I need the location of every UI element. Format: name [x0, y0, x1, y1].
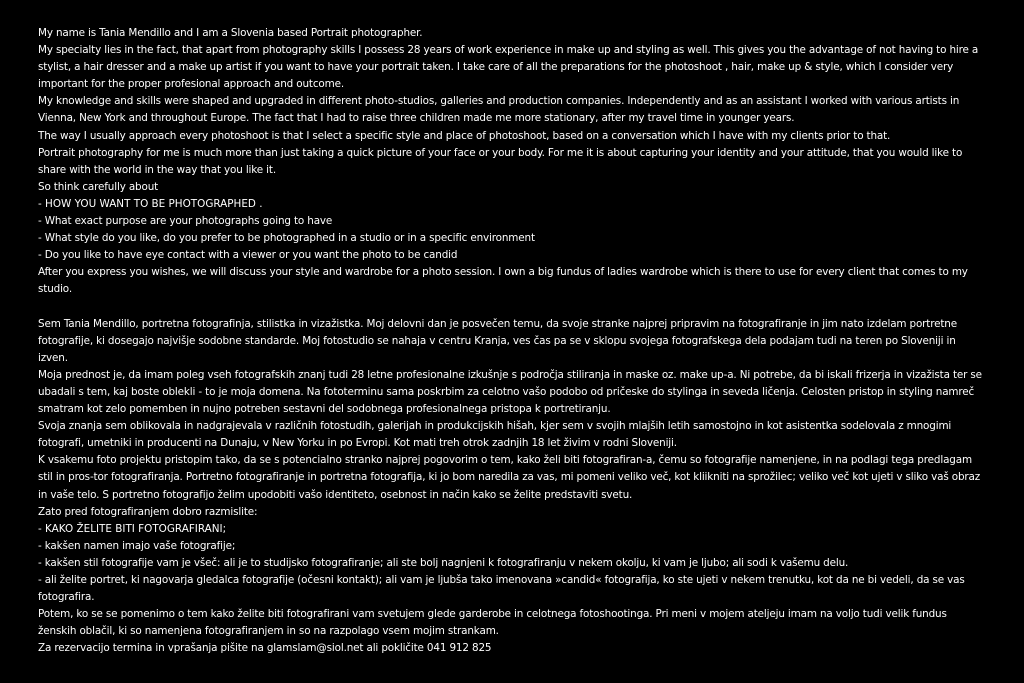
- bio-document: [38, 25, 986, 657]
- approach-paragraph: The way I usually approach every photoshoot is that I select a specific style and place of photoshoot, based on a conversation which I have with my clients prior to that.: [38, 129, 891, 142]
- section-spacer: [38, 299, 986, 316]
- sl-approach-paragraph: K vsakemu foto projektu pristopim tako, da se s potencialno stranko najprej pogovorim o tem, kako želi biti fotografiran-a, čemu so fotografije namenjene, in na podlagi tega predlagam stil in pros-tor fotografiranja. Portretno fotografiranje in portretna fotografija, ki jo bom naredila za vas, mi pomeni veliko več, kot kliikniti na sprožilec; veliko več kot ujeti v sliko vaš obraz in vaše telo. S portretno fotografijo želim upodobiti vašo identiteto, osebnost in način kako se želite predstaviti svetu.: [38, 454, 981, 501]
- wardrobe-paragraph: After you express you wishes, we will discuss your style and wardrobe for a photo session. I own a big fundus of ladies wardrobe which is there to use for every client that comes to my studio.: [38, 266, 968, 296]
- list-item-style: - What style do you like, do you prefer to be photographed in a studio or in a specific environment: [38, 232, 535, 245]
- sl-list-item-style: - kakšen stil fotografije vam je všeč: ali je to studijsko fotografiranje; ali ste bolj nagnjeni k fotografiranju v nekem okolju, ki vam je ljubo; ali sodi k vašemu delu.: [38, 556, 849, 569]
- sl-advantage-paragraph: Moja prednost je, da imam poleg vseh fotografskih znanj tudi 28 letne profesionalne izkušnje s področja stiliranja in maske oz. make up-a. Ni potrebe, da bi iskali frizerja in vizažista ter se ubadali s tem, kaj boste oblekli - to je moja domena. Na fototerminu sama poskrbim za celotno vašo podobo od pričeske do stylinga in seveda ličenja. Celosten pristop in styling namreč smatram kot zelo pomemben in nujno potreben sestavni del sodobnega profesionalnega pristopa k portretiranju.: [38, 368, 982, 416]
- sl-wardrobe-paragraph: Potem, ko se se pomenimo o tem kako želite biti fotografirani vam svetujem glede garderobe in celotnega fotoshootinga. Pri meni v mojem ateljeju imam na voljo tudi velik fundus ženskih oblačil, ki so namenjena fotografiranjem in so na razpolago vsem mojim strankam.: [38, 608, 947, 638]
- list-item-eye-contact: - Do you like to have eye contact with a viewer or you want the photo to be candid: [38, 249, 458, 262]
- slovenian-section: [38, 316, 986, 658]
- intro-paragraph: My name is Tania Mendillo and I am a Slovenia based Portrait photographer.: [38, 27, 423, 39]
- sl-contact-line: Za rezervacijo termina in vprašanja pišite na glamslam@siol.net ali pokličite 041 912 825: [38, 642, 492, 655]
- think-carefully-line: So think carefully about: [38, 180, 159, 193]
- sl-list-item-purpose: - kakšen namen imajo vaše fotografije;: [38, 539, 236, 552]
- list-item-purpose: - What exact purpose are your photographs going to have: [38, 215, 333, 228]
- sl-experience-paragraph: Svoja znanja sem oblikovala in nadgrajevala v različnih fotostudih, galerijah in produkcijskih hišah, kjer sem v svojih mlajših letih samostojno in kot asistentka sodelovala z mnogimi fotografi, umetniki in producenti na Dunaju, v New Yorku in po Evropi. Kot mati treh otrok zadnjih 18 let živim v rodni Sloveniji.: [38, 420, 952, 450]
- list-item-how-photographed: - HOW YOU WANT TO BE PHOTOGRAPHED .: [38, 197, 263, 210]
- sl-intro-paragraph: Sem Tania Mendillo, portretna fotografinja, stilistka in vizažistka. Moj delovni dan je posvečen temu, da svoje stranke najprej pripravim na fotografiranje in jim nato izdelam portretne fotografije, ki dosegajo najvišje sodobne standarde. Moj fotostudio se nahaja v centru Kranja, ves čas pa se v sklopu svojega fotografskega dela podajam tudi na teren po Sloveniji in izven.: [38, 317, 957, 364]
- english-section: [38, 25, 986, 299]
- sl-list-item-how: - KAKO ŽELITE BITI FOTOGRAFIRANI;: [38, 522, 227, 535]
- sl-list-item-portrait: - ali želite portret, ki nagovarja gledalca fotografije (očesni kontakt); ali vam je ljubša tako imenovana »candid« fotografija, ko ste ujeti v nekem trenutku, kot da ne bi vedeli, da se vas fotografira.: [38, 574, 965, 604]
- sl-think-line: Zato pred fotografiranjem dobro razmislite:: [38, 505, 258, 518]
- specialty-paragraph: My specialty lies in the fact, that apart from photography skills I possess 28 years of work experience in make up and styling as well. This gives you the advantage of not having to hire a stylist, a hair dresser and a make up artist if you want to have your portrait taken. I take care of all the preparations for the photoshoot , hair, make up & style, which I consider very important for the proper profesional approach and outcome.: [38, 44, 979, 91]
- experience-paragraph: My knowledge and skills were shaped and upgraded in different photo-studios, galleries and production companies. Independently and as an assistant I worked with various artists in Vienna, New York and throughout Europe. The fact that I had to raise three children made me more stationary, after my travel time in younger years.: [38, 95, 960, 125]
- philosophy-paragraph: Portrait photography for me is much more than just taking a quick picture of your face or your body. For me it is about capturing your identity and your attitude, that you would like to share with the world in the way that you like it.: [38, 146, 963, 176]
